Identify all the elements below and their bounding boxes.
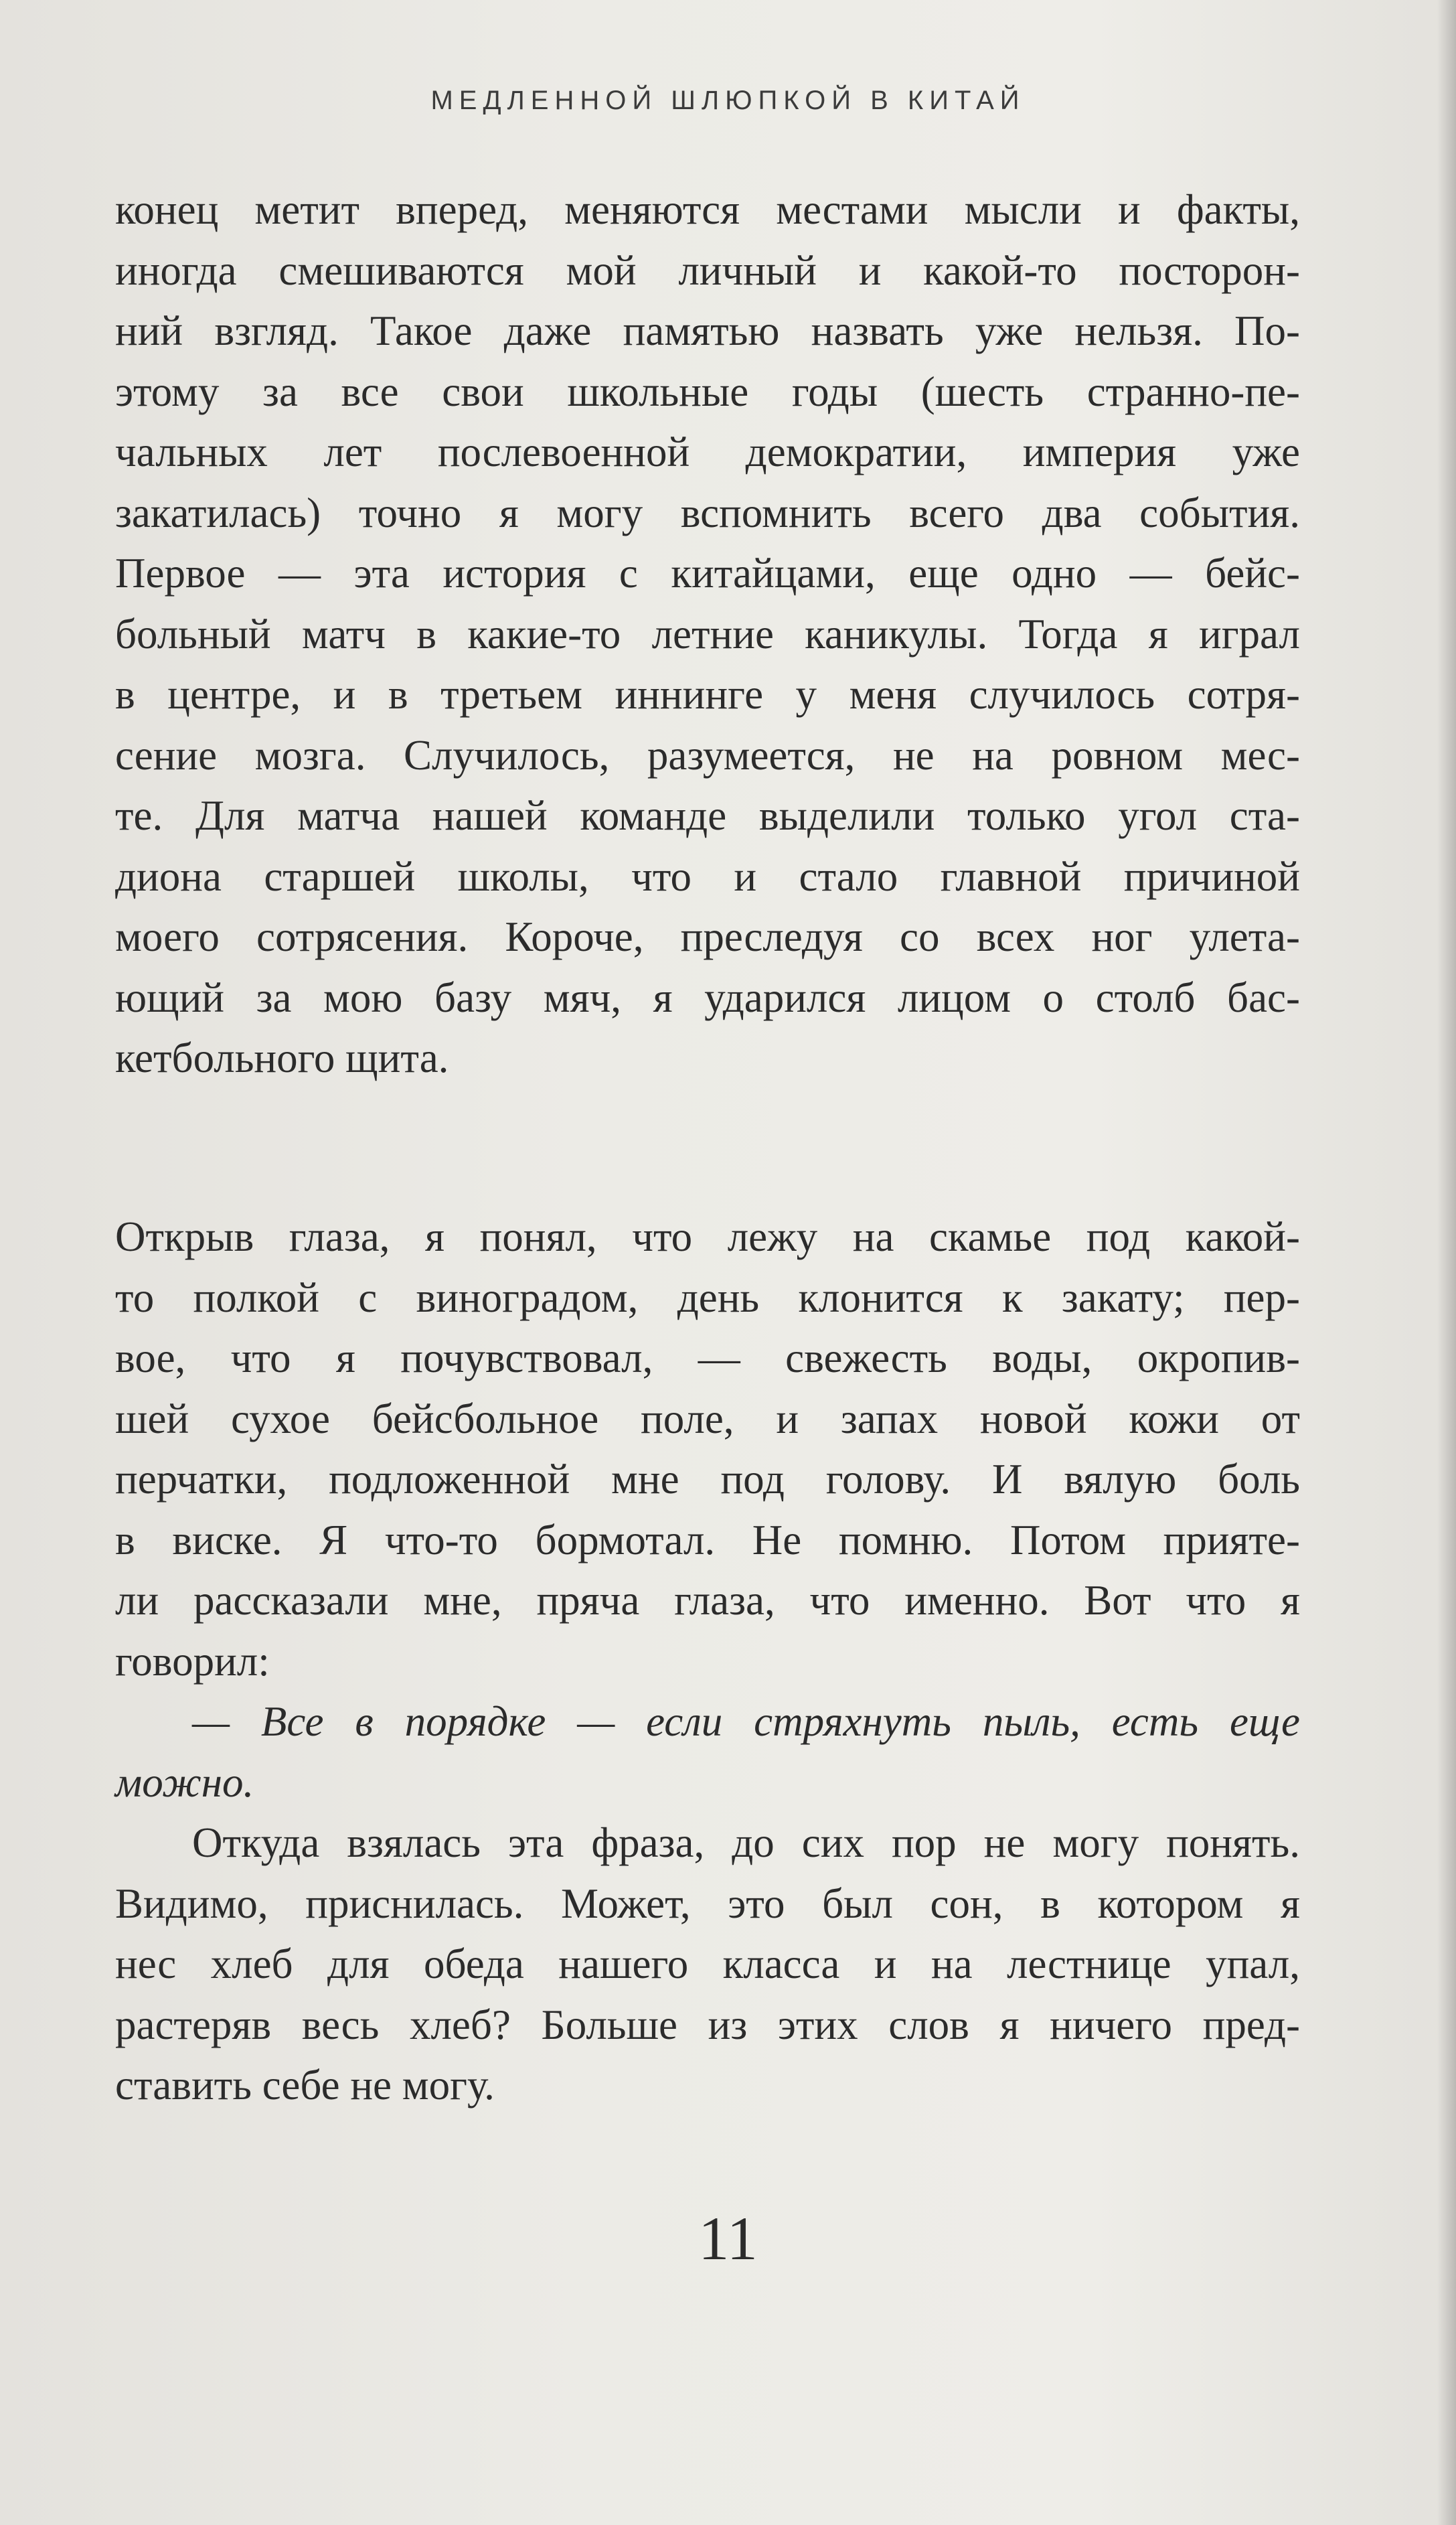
dialogue-line: можно.: [115, 1758, 254, 1806]
text-line: больный матч в какие-то летние каникулы. Тогда я играл: [115, 610, 1300, 658]
text-line: то полкой с виноградом, день клонится к закату; пер-: [115, 1274, 1300, 1321]
text-line: ющий за мою базу мяч, я ударился лицом о столб бас-: [115, 974, 1300, 1021]
text-line: чальных лет послевоенной демократии, империя уже: [115, 429, 1300, 475]
text-line: этому за все свои школьные годы (шесть странно-пе-: [115, 368, 1300, 415]
running-head: МЕДЛЕННОЙ ШЛЮПКОЙ В КИТАЙ: [430, 86, 1026, 115]
text-line: ли рассказали мне, пряча глаза, что именно. Вот что я: [115, 1577, 1300, 1624]
text-line: те. Для матча нашей команде выделили только угол ста-: [115, 792, 1300, 839]
text-line: иногда смешиваются мой личный и какой-то посторон-: [115, 246, 1300, 294]
text-line: Видимо, приснилась. Может, это был сон, в котором я: [115, 1880, 1300, 1927]
page-edge-shadow: [1437, 0, 1456, 2525]
paragraph-1: [115, 179, 1300, 1089]
text-line: вое, что я почувствовал, — свежесть воды, окропив-: [115, 1334, 1300, 1381]
text-line: ставить себе не могу.: [115, 2062, 495, 2109]
text-line: закатилась) точно я могу вспомнить всего два события.: [115, 489, 1300, 536]
text-line: Первое — эта история с китайцами, еще одно — бейс-: [115, 550, 1300, 597]
text-line: диона старшей школы, что и стало главной причиной: [115, 852, 1300, 900]
text-line: растеряв весь хлеб? Больше из этих слов я ничего пред-: [115, 2001, 1300, 2048]
dialogue-line: — Все в порядке — если стряхнуть пыль, есть еще: [192, 1698, 1300, 1745]
text-line: Откуда взялась эта фраза, до сих пор не могу понять.: [192, 1819, 1300, 1866]
text-line: в виске. Я что-то бормотал. Не помню. Потом прияте-: [115, 1516, 1300, 1563]
text-line: ний взгляд. Такое даже памятью назвать уже нельзя. По-: [115, 307, 1300, 354]
text-line: сение мозга. Случилось, разумеется, не на ровном мес-: [115, 731, 1300, 779]
text-line: шей сухое бейсбольное поле, и запах новой кожи от: [115, 1395, 1300, 1442]
text-line: конец метит вперед, меняются местами мысли и факты,: [115, 186, 1300, 233]
page-number: 11: [698, 2204, 758, 2273]
text-line: Открыв глаза, я понял, что лежу на скамье под какой-: [115, 1213, 1300, 1260]
text-line: моего сотрясения. Короче, преследуя со всех ног улета-: [115, 913, 1300, 960]
paragraph-2: [115, 1207, 1300, 2116]
text-line: перчатки, подложенной мне под голову. И вялую боль: [115, 1456, 1300, 1503]
text-line: нес хлеб для обеда нашего класса и на лестнице упал,: [115, 1940, 1300, 1987]
text-line: говорил:: [115, 1637, 270, 1685]
text-line: кетбольного щита.: [115, 1035, 449, 1081]
text-line: в центре, и в третьем иннинге у меня случилось сотря-: [115, 671, 1300, 718]
